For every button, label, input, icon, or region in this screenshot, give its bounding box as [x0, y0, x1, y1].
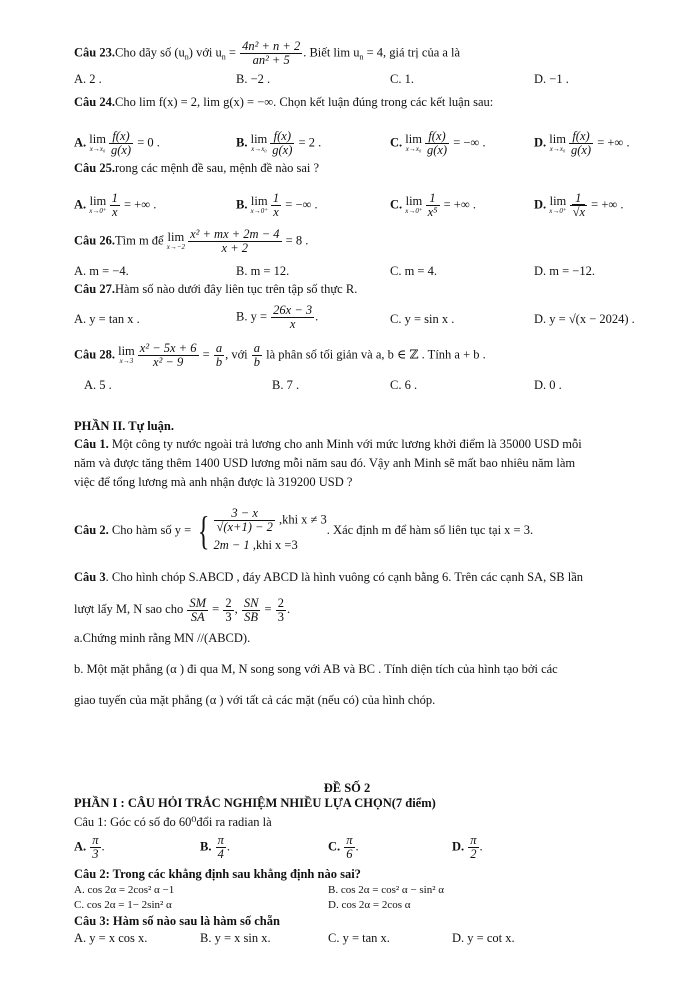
q28-option-d[interactable]: D. 0 .	[534, 378, 562, 392]
q23-option-c[interactable]: C. 1.	[390, 72, 414, 86]
exam2-q2-stem: Câu 2: Trong các khẳng định sau khẳng định nào sai?	[74, 867, 361, 881]
q26-label: Câu 26.	[74, 233, 115, 248]
essay-q1-line1: Câu 1. Một công ty nước ngoài trả lương cho anh Minh với mức lương khởi điểm là 35000 USD mỗi	[74, 437, 582, 451]
q23-label: Câu 23.	[74, 45, 115, 60]
q28-fraction: $\frac{\text{x² − 5x + 6}}{\text{x² − 9}}$	[139, 341, 197, 369]
q27-options	[74, 304, 634, 336]
exam2-q2-option-d[interactable]: D. cos 2α = 2cos α	[328, 899, 411, 911]
q27-option-b[interactable]: B. y = $\frac{26x - 3}{x}$ .	[236, 303, 319, 331]
exam2-q1-option-d[interactable]: D. $\frac{\pi}{2}$ .	[452, 833, 483, 861]
exam2-title: ĐỀ SỐ 2	[323, 781, 371, 795]
q23-option-d[interactable]: D. −1 .	[534, 72, 569, 86]
essay-q2: Câu 2. Cho hàm số y = { $\frac{3 - x}{√(x+1) - 2}$ ,khi x ≠ 3 2m − 1 ,khi x =3 . Xác định m để hàm số liên tục tại x = 3.	[74, 504, 533, 556]
q27-option-c[interactable]: C. y = sin x .	[390, 312, 455, 326]
q28-stem: Câu 28. lim x→3 $\frac{\text{x² − 5x + 6}}{\text{x² − 9}}$ = $\frac{a}{b}$ , với $\frac{a}{b}$ là phân số tối giản và a, b ∈ ℤ . Tính a + b .	[74, 341, 486, 369]
exam2-q1-option-b[interactable]: B. $\frac{\pi}{4}$ .	[200, 833, 230, 861]
exam2-q3-option-d[interactable]: D. y = cot x.	[452, 931, 515, 945]
q26-option-b[interactable]: B. m = 12.	[236, 264, 290, 278]
q25-stem: Câu 25.rong các mệnh đề sau, mệnh đề nào sai ?	[74, 161, 320, 175]
q23-stem: Câu 23.Cho dãy số $(u_n)$ với $u_n$ = $\frac{\text{4n² + n + 2}}{\text{an² + 5}}$ . Biết $\lim u_n = 4$, giá trị của a là	[74, 39, 461, 67]
q26-options	[74, 264, 634, 282]
q24-option-b[interactable]: B. lim x→x₀ $\frac{f(x)}{g(x)}$ = 2 .	[236, 129, 322, 157]
q27-stem: Câu 27.Hàm số nào dưới đây liên tục trên tập số thực R.	[74, 282, 358, 296]
q28-option-b[interactable]: B. 7 .	[272, 378, 300, 392]
q24-options	[74, 122, 634, 156]
essay-q3-part-b-line2: giao tuyến của mặt phẳng (α ) với tất cả các mặt (nếu có) của hình chóp.	[74, 693, 436, 707]
essay-q1-line2: năm và được tăng thêm 1400 USD lương mỗi năm sau đó. Vậy anh Minh sẽ mất bao nhiêu năm làm	[74, 456, 576, 470]
exam2-q1-stem: Câu 1: Góc có số đo 60⁰đổi ra radian là	[74, 815, 272, 829]
q24-label: Câu 24.	[74, 95, 115, 109]
exam2-q1-options	[74, 834, 634, 866]
exam2-q3-option-c[interactable]: C. y = tan x.	[328, 931, 390, 945]
q23-fraction: $\frac{\text{4n² + n + 2}}{\text{an² + 5}}$	[242, 39, 301, 67]
q24-stem: Câu 24.Cho lim f(x) = 2, lim g(x) = −∞. Chọn kết luận đúng trong các kết luận sau:	[74, 95, 494, 109]
q25-option-b[interactable]: B. lim x→0⁺ $\frac{1}{x}$ = −∞ .	[236, 191, 318, 219]
q28-label: Câu 28.	[74, 347, 115, 362]
q23-option-a[interactable]: A. 2 .	[74, 72, 102, 86]
exam2-q2-option-a[interactable]: A. cos 2α = 2cos² α −1	[74, 884, 175, 896]
q26-stem: Câu 26.Tìm m để lim x→−2 $\frac{\text{x² + mx + 2m − 4}}{x + 2}$ = 8 .	[74, 227, 309, 255]
exam2-q2-option-c[interactable]: C. cos 2α = 1− 2sin² α	[74, 899, 172, 911]
exam2-q3-option-b[interactable]: B. y = x sin x.	[200, 931, 271, 945]
exam2-q3-stem: Câu 3: Hàm số nào sau là hàm số chẵn	[74, 914, 280, 928]
exam2-q2-option-b[interactable]: B. cos 2α = cos² α − sin² α	[328, 884, 445, 896]
q24-option-d[interactable]: D. lim x→x₀ $\frac{f(x)}{g(x)}$ = +∞ .	[534, 129, 630, 157]
q25-option-c[interactable]: C. lim x→0⁺ $\frac{1}{\text{x⁵}}$ = +∞ .	[390, 191, 477, 219]
q24-option-c[interactable]: C. lim x→x₀ $\frac{f(x)}{g(x)}$ = −∞ .	[390, 129, 486, 157]
q25-option-d[interactable]: D. lim x→0⁺ $\frac{1}{√x}$ = +∞ .	[534, 191, 624, 219]
q24-option-a[interactable]: A. lim x→x₀ $\frac{f(x)}{g(x)}$ = 0 .	[74, 129, 160, 157]
q27-option-d[interactable]: D. y = √(x − 2024) .	[534, 312, 635, 326]
q26-option-c[interactable]: C. m = 4.	[390, 264, 437, 278]
part2-title: PHẦN II. Tự luận.	[74, 419, 175, 433]
exam2-q1-option-c[interactable]: C. $\frac{\pi}{6}$ .	[328, 833, 359, 861]
q23-options	[74, 72, 634, 90]
q26-fraction: $\frac{\text{x² + mx + 2m − 4}}{x + 2}$	[190, 227, 280, 255]
q25-option-a[interactable]: A. lim x→0⁺ $\frac{1}{x}$ = +∞ .	[74, 191, 157, 219]
piecewise-function: $\frac{3 - x}{√(x+1) - 2}$ ,khi x ≠ 3 2m − 1 ,khi x =3	[213, 505, 327, 552]
exam2-q3-option-a[interactable]: A. y = x cos x.	[74, 931, 148, 945]
essay-q1-line3: việc để tổng lương mà anh nhận được là 319200 USD ?	[74, 475, 353, 489]
exam2-part1-title: PHẦN I : CÂU HỎI TRẮC NGHIỆM NHIỀU LỰA CHỌN(7 điểm)	[74, 796, 436, 810]
q28-option-a[interactable]: A. 5 .	[84, 378, 112, 392]
essay-q3-part-b-line1: b. Một mặt phẳng (α ) đi qua M, N song song với AB và BC . Tính diện tích của hình tạo bởi các	[74, 662, 558, 676]
essay-q3-line1: Câu 3. Cho hình chóp S.ABCD , đáy ABCD là hình vuông có cạnh bằng 6. Trên các cạnh SA, SB lần	[74, 570, 584, 584]
q27-label: Câu 27.	[74, 282, 115, 296]
q23-option-b[interactable]: B. −2 .	[236, 72, 271, 86]
essay-q3-line2: lượt lấy M, N sao cho $\frac{SM}{SA}$ = $\frac{2}{3}$ , $\frac{SN}{SB}$ = $\frac{2}{3}$ .	[74, 595, 291, 624]
q27-option-a[interactable]: A. y = tan x .	[74, 312, 140, 326]
q26-option-d[interactable]: D. m = −12.	[534, 264, 595, 278]
q26-option-a[interactable]: A. m = −4.	[74, 264, 129, 278]
exam2-q1-option-a[interactable]: A. $\frac{\pi}{3}$ .	[74, 833, 105, 861]
q28-option-c[interactable]: C. 6 .	[390, 378, 418, 392]
essay-q3-part-a: a.Chứng minh rằng MN //(ABCD).	[74, 631, 251, 645]
q25-label: Câu 25.	[74, 161, 115, 175]
q28-options	[74, 378, 634, 396]
q25-options	[74, 184, 634, 220]
exam2-q3-options	[74, 931, 634, 949]
